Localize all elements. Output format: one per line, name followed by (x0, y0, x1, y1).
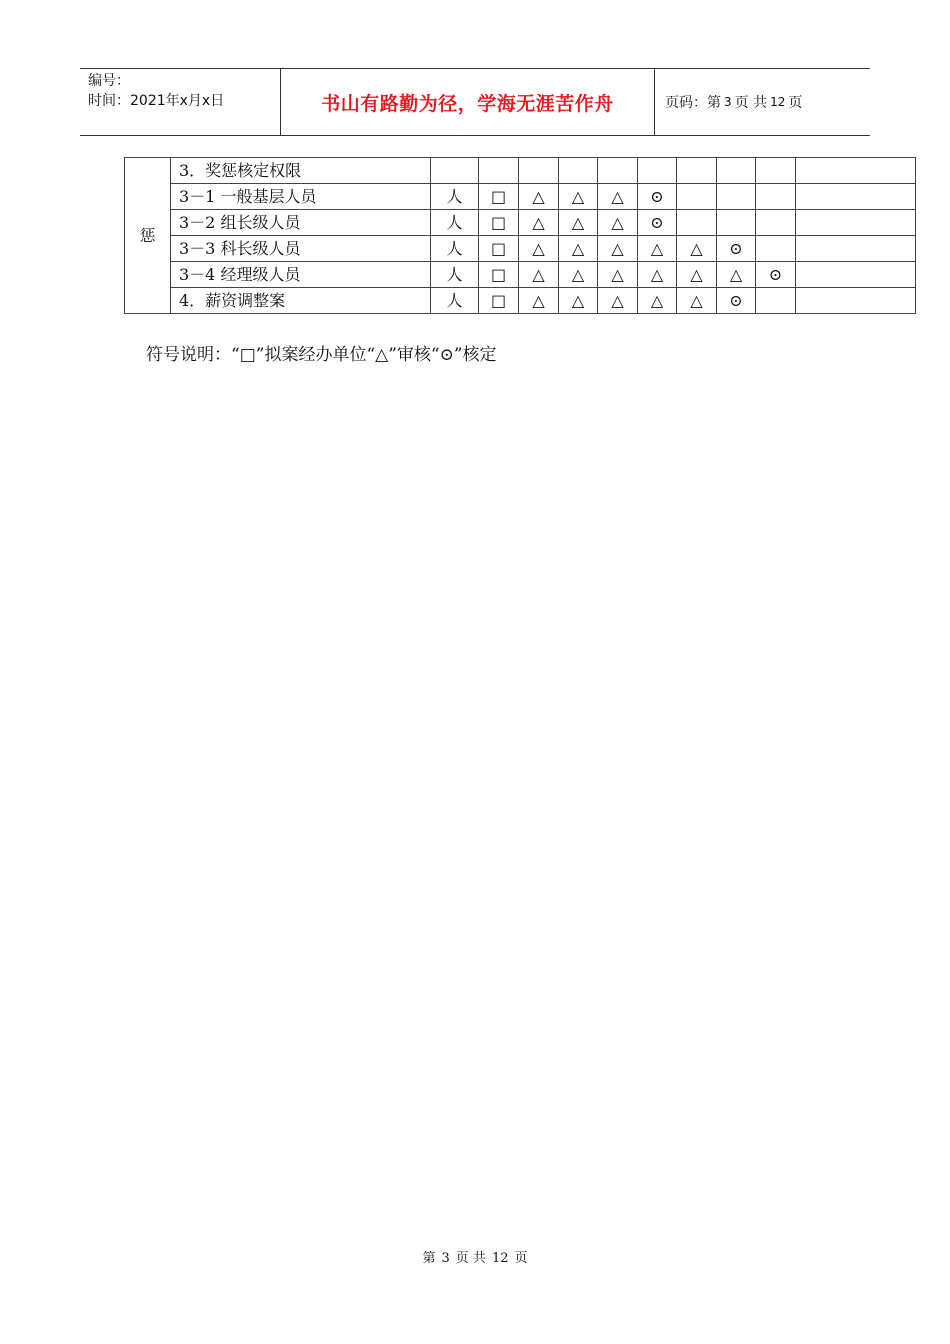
table-row (125, 288, 916, 314)
table-cell: ⊙ (638, 210, 677, 236)
footer-suffix: 页 (514, 1251, 528, 1266)
table-cell: △ (559, 184, 598, 210)
table-cell: 人 (431, 184, 479, 210)
symbol-legend: 符号说明：“□”拟案经办单位“△”审核“⊙”核定 (146, 345, 497, 365)
row-label: 4．薪资调整案 (171, 288, 431, 314)
table-cell (796, 288, 916, 314)
table-cell: △ (717, 262, 756, 288)
table-row (125, 158, 916, 184)
table-cell: △ (598, 210, 638, 236)
table-cell (717, 158, 756, 184)
table-cell: △ (598, 236, 638, 262)
page-unit: 页 (788, 95, 803, 111)
table-cell (756, 184, 796, 210)
table-cell: △ (559, 262, 598, 288)
table-cell: △ (598, 184, 638, 210)
table-cell (756, 288, 796, 314)
table-cell: △ (519, 184, 559, 210)
table-cell (519, 158, 559, 184)
code-label: 编号： (88, 73, 130, 89)
table-cell: □ (479, 210, 519, 236)
page-footer (0, 1247, 950, 1266)
table-cell (559, 158, 598, 184)
footer-total: 12 (491, 1251, 509, 1266)
table-cell (598, 158, 638, 184)
table-cell (431, 158, 479, 184)
table-cell: 人 (431, 236, 479, 262)
table-cell (756, 158, 796, 184)
table-cell (677, 210, 717, 236)
table-cell (717, 184, 756, 210)
table-cell: □ (479, 184, 519, 210)
table-cell: 人 (431, 262, 479, 288)
table-cell: △ (677, 236, 717, 262)
page-total: 12 (770, 95, 786, 109)
table-cell: △ (519, 236, 559, 262)
footer-mid: 页 共 (455, 1251, 486, 1266)
category-cell: 惩 (125, 158, 171, 314)
table-cell (796, 158, 916, 184)
header-motto: 书山有路勤为径，学海无涯苦作舟 (281, 69, 655, 135)
authority-table (124, 157, 916, 314)
table-cell (677, 184, 717, 210)
table-row (125, 236, 916, 262)
row-label: 3－4 经理级人员 (171, 262, 431, 288)
table-cell (756, 236, 796, 262)
table-cell: △ (519, 210, 559, 236)
footer-prefix: 第 (422, 1251, 436, 1266)
table-row (125, 262, 916, 288)
table-cell: △ (559, 236, 598, 262)
table-cell: △ (598, 262, 638, 288)
table-cell: 人 (431, 210, 479, 236)
table-cell (479, 158, 519, 184)
table-cell: △ (638, 288, 677, 314)
table-cell (796, 210, 916, 236)
row-label: 3．奖惩核定权限 (171, 158, 431, 184)
table-cell: ⊙ (756, 262, 796, 288)
table-cell: △ (638, 262, 677, 288)
footer-page: 3 (441, 1251, 450, 1266)
table-row (125, 184, 916, 210)
table-cell (638, 158, 677, 184)
table-cell (756, 210, 796, 236)
table-cell: △ (519, 262, 559, 288)
table-cell: △ (598, 288, 638, 314)
table-cell: △ (559, 288, 598, 314)
page-mid: 页 共 (734, 95, 768, 111)
table-cell (717, 210, 756, 236)
table-cell (796, 262, 916, 288)
page-label: 页码：第 (665, 95, 721, 111)
table-cell: ⊙ (717, 288, 756, 314)
table-cell: ⊙ (638, 184, 677, 210)
table-cell (796, 236, 916, 262)
table-cell: △ (559, 210, 598, 236)
table-cell: □ (479, 288, 519, 314)
table-cell: □ (479, 262, 519, 288)
date-label: 时间：2021年x月x日 (88, 93, 225, 109)
table-cell (796, 184, 916, 210)
row-label: 3－2 组长级人员 (171, 210, 431, 236)
table-cell: △ (677, 262, 717, 288)
row-label: 3－1 一般基层人员 (171, 184, 431, 210)
page-header (80, 68, 870, 136)
table-cell: △ (519, 288, 559, 314)
table-cell: △ (677, 288, 717, 314)
header-meta (80, 69, 281, 135)
page-number: 3 (724, 95, 732, 109)
table-cell: □ (479, 236, 519, 262)
table-cell: △ (638, 236, 677, 262)
table-cell (677, 158, 717, 184)
row-label: 3－3 科长级人员 (171, 236, 431, 262)
header-page-info (655, 69, 870, 135)
table-row (125, 210, 916, 236)
table-cell: ⊙ (717, 236, 756, 262)
table-cell: 人 (431, 288, 479, 314)
